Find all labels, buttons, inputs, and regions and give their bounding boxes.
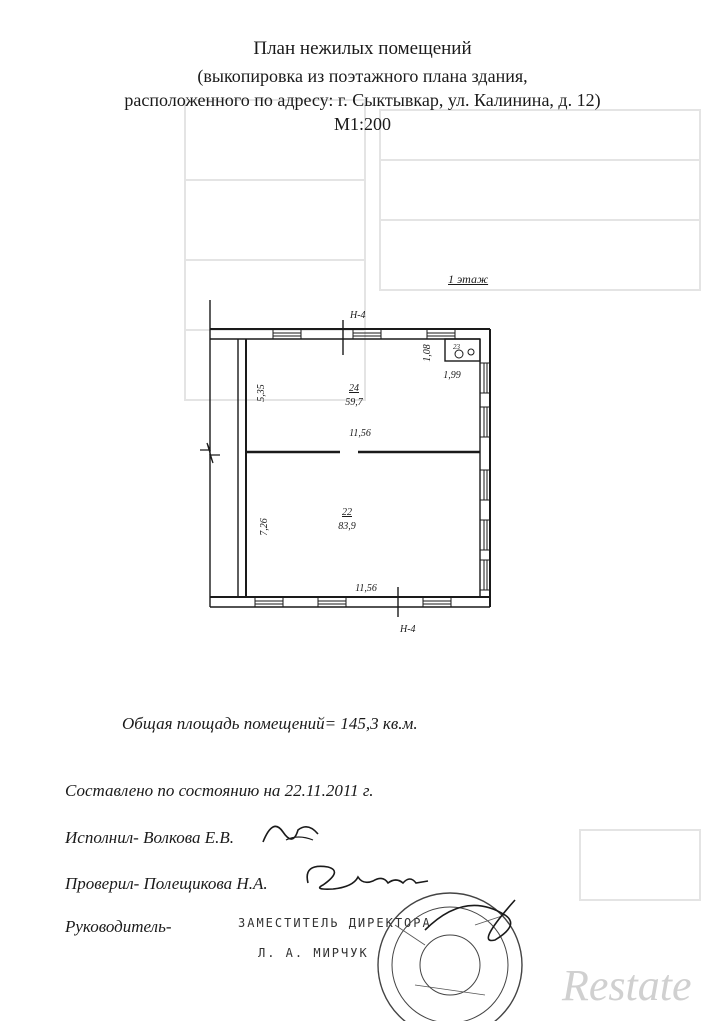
room-24-number: 24 xyxy=(349,383,359,394)
dimension-7-26: 7,26 xyxy=(259,518,270,536)
head-label: Руководитель- xyxy=(65,917,172,936)
official-seal xyxy=(355,885,555,1021)
floor-plan xyxy=(195,295,505,645)
windows-top xyxy=(273,329,455,339)
windows-bottom xyxy=(255,597,451,607)
document-subtitle-line1: (выкопировка из поэтажного плана здания, xyxy=(197,66,528,86)
checked-by: Проверил- Полещикова Н.А. xyxy=(65,874,268,893)
windows-right xyxy=(480,363,490,590)
document-scale: М1:200 xyxy=(333,114,391,134)
dimension-11-56-mid: 11,56 xyxy=(349,428,371,439)
stamp-position: ЗАМЕСТИТЕЛЬ ДИРЕКТОРА xyxy=(238,916,432,930)
room-22-area: 83,9 xyxy=(338,521,356,532)
compiled-date: Составлено по состоянию на 22.11.2011 г. xyxy=(65,781,374,800)
section-label-bottom: Н-4 xyxy=(400,624,416,635)
total-area: Общая площадь помещений= 145,3 кв.м. xyxy=(122,714,418,733)
room-23 xyxy=(445,339,480,361)
dimension-5-35: 5,35 xyxy=(256,384,267,402)
document-title: План нежилых помещений xyxy=(253,38,472,59)
dimension-11-56-bottom: 11,56 xyxy=(355,583,377,594)
executed-by: Исполнил- Волкова Е.В. xyxy=(65,828,235,847)
floor-label: 1 этаж xyxy=(448,272,489,286)
stamp-name: Л. А. МИРЧУК xyxy=(258,946,369,960)
room-22-number: 22 xyxy=(342,507,352,518)
watermark-logo: Restate xyxy=(562,961,692,1010)
section-label-top: Н-4 xyxy=(350,310,366,321)
signature-volkova xyxy=(258,812,328,852)
document-subtitle-line2: расположенного по адресу: г. Сыктывкар, ул. Калинина, д. 12) xyxy=(124,90,601,110)
dimension-1-08: 1,08 xyxy=(422,344,433,362)
room-23-number: 23 xyxy=(453,343,460,351)
dimension-1-99: 1,99 xyxy=(443,370,461,381)
room-24-area: 59,7 xyxy=(345,397,363,408)
